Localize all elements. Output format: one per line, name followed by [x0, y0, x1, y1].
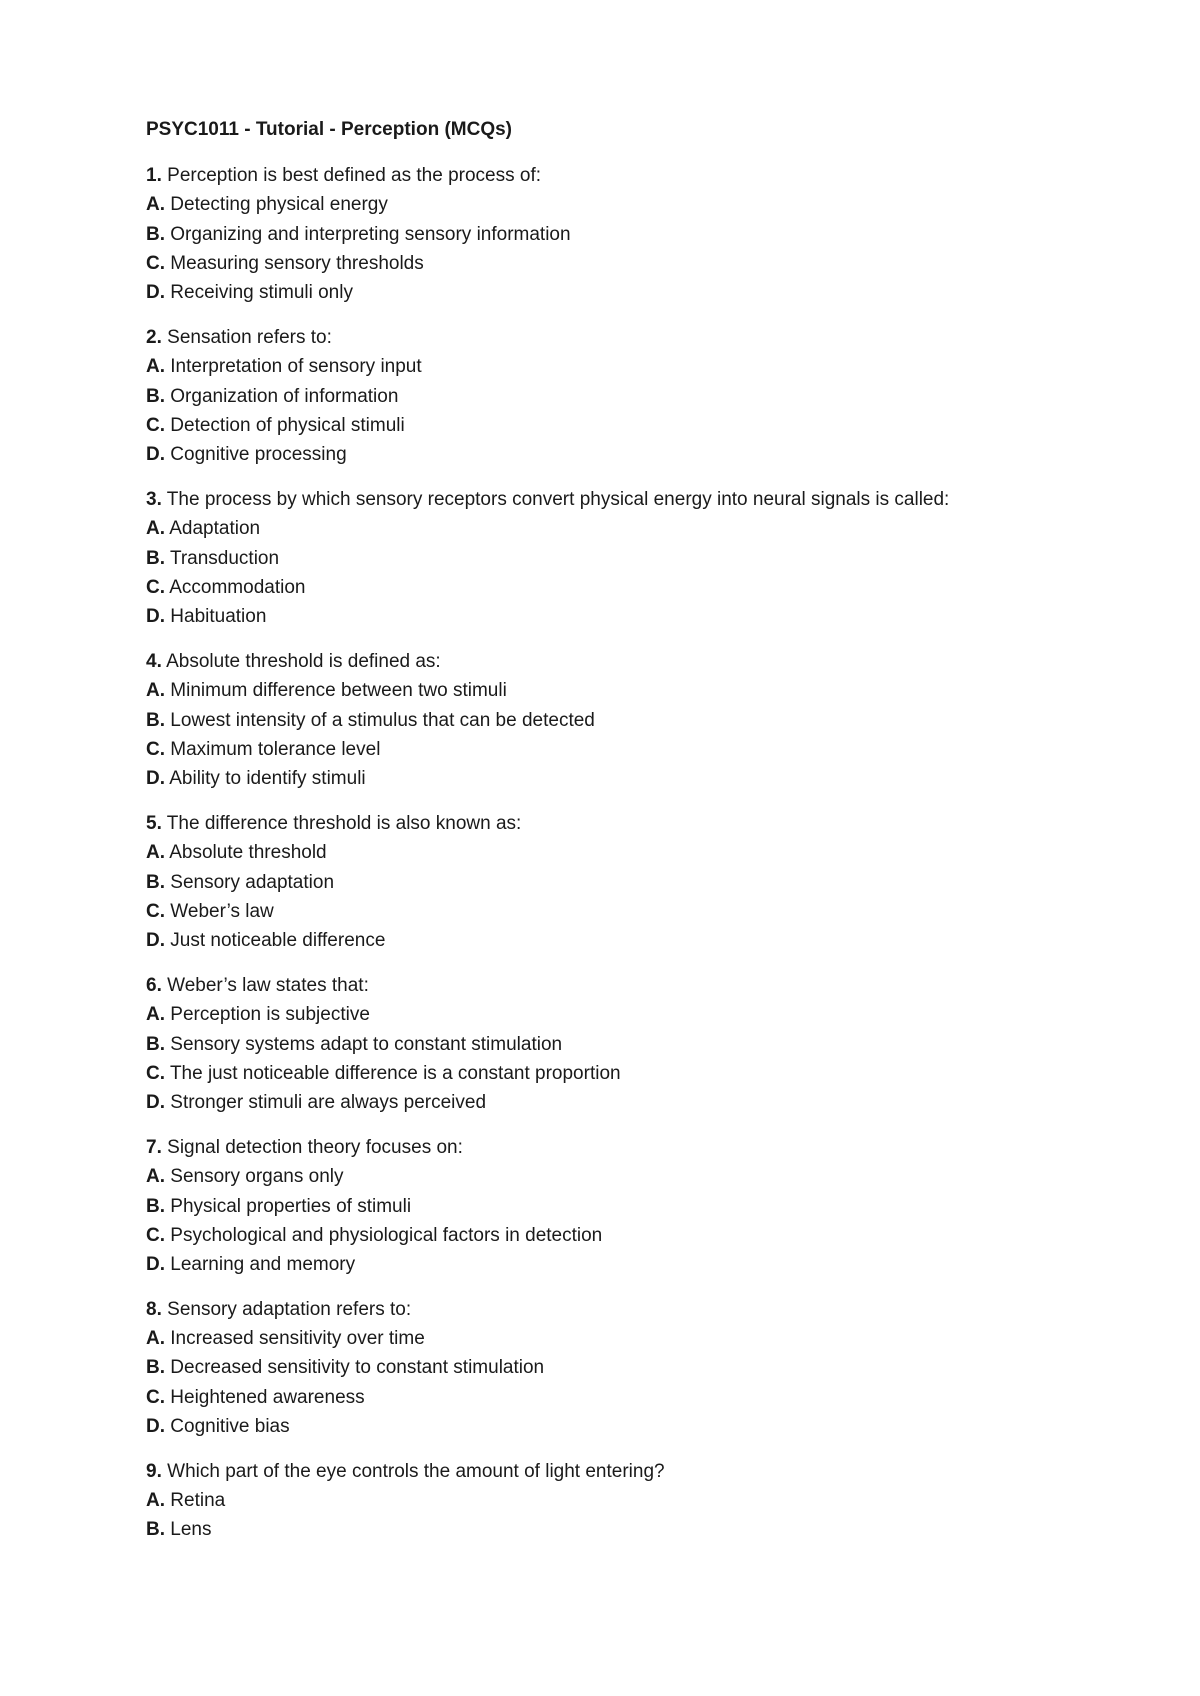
answer-option	[146, 382, 1106, 411]
question-stem	[146, 1133, 1106, 1162]
question-stem	[146, 1457, 1106, 1486]
option-text: Cognitive processing	[170, 444, 347, 466]
answer-option	[146, 838, 1106, 867]
question-stem	[146, 161, 1106, 190]
question-number: 5.	[146, 812, 162, 834]
option-text: Detecting physical energy	[170, 194, 388, 216]
option-letter: B.	[146, 547, 165, 569]
question-text: Sensation refers to:	[167, 326, 332, 348]
question-text: Weber’s law states that:	[167, 974, 369, 996]
question-stem	[146, 485, 1106, 514]
option-text: Sensory systems adapt to constant stimulation	[170, 1033, 563, 1055]
question-text: Which part of the eye controls the amount of light entering?	[167, 1460, 665, 1482]
option-text: Weber’s law	[170, 900, 274, 922]
answer-option	[146, 764, 1106, 793]
option-letter: D.	[146, 606, 165, 628]
option-letter: B.	[146, 1195, 165, 1217]
option-text: Transduction	[169, 547, 280, 569]
question-block	[146, 485, 1106, 631]
option-letter: A.	[146, 1328, 165, 1350]
answer-option	[146, 1353, 1106, 1382]
option-letter: C.	[146, 252, 165, 274]
option-text: Adaptation	[169, 518, 261, 540]
question-stem	[146, 1295, 1106, 1324]
answer-option	[146, 1000, 1106, 1029]
question-block	[146, 1295, 1106, 1441]
option-text: Lens	[170, 1519, 212, 1541]
question-stem	[146, 809, 1106, 838]
question-text: Sensory adaptation refers to:	[167, 1298, 412, 1320]
option-text: Heightened awareness	[170, 1386, 365, 1408]
option-letter: C.	[146, 900, 165, 922]
option-letter: C.	[146, 576, 165, 598]
question-number: 4.	[146, 650, 162, 672]
option-text: Physical properties of stimuli	[170, 1195, 412, 1217]
option-letter: A.	[146, 1490, 165, 1512]
option-text: Learning and memory	[170, 1254, 356, 1276]
answer-option	[146, 868, 1106, 897]
answer-option	[146, 1412, 1106, 1441]
question-block	[146, 647, 1106, 793]
answer-option	[146, 278, 1106, 307]
option-text: Ability to identify stimuli	[169, 768, 366, 790]
answer-option	[146, 1515, 1106, 1544]
question-block	[146, 1457, 1106, 1545]
answer-option	[146, 544, 1106, 573]
question-number: 8.	[146, 1298, 162, 1320]
option-letter: C.	[146, 1062, 165, 1084]
option-letter: A.	[146, 194, 165, 216]
answer-option	[146, 411, 1106, 440]
option-letter: A.	[146, 356, 165, 378]
option-letter: B.	[146, 385, 165, 407]
question-text: The difference threshold is also known as:	[166, 812, 522, 834]
answer-option	[146, 1250, 1106, 1279]
option-text: Lowest intensity of a stimulus that can be detected	[170, 709, 595, 731]
question-block	[146, 809, 1106, 955]
option-text: Just noticeable difference	[170, 930, 386, 952]
option-text: Measuring sensory thresholds	[170, 252, 424, 274]
option-letter: B.	[146, 223, 165, 245]
question-block	[146, 971, 1106, 1117]
answer-option	[146, 190, 1106, 219]
question-list	[146, 161, 1106, 1545]
option-text: Cognitive bias	[170, 1416, 290, 1438]
option-text: Minimum difference between two stimuli	[170, 680, 507, 702]
option-letter: B.	[146, 1033, 165, 1055]
answer-option	[146, 514, 1106, 543]
option-text: Retina	[170, 1490, 226, 1512]
option-letter: D.	[146, 282, 165, 304]
option-text: Detection of physical stimuli	[170, 414, 405, 436]
answer-option	[146, 676, 1106, 705]
question-block	[146, 1133, 1106, 1279]
answer-option	[146, 1088, 1106, 1117]
option-letter: C.	[146, 414, 165, 436]
answer-option	[146, 220, 1106, 249]
option-text: Increased sensitivity over time	[170, 1328, 425, 1350]
answer-option	[146, 1486, 1106, 1515]
option-letter: A.	[146, 518, 165, 540]
option-text: Sensory organs only	[170, 1166, 344, 1188]
option-text: Organization of information	[170, 385, 399, 407]
question-stem	[146, 971, 1106, 1000]
option-text: Perception is subjective	[170, 1004, 370, 1026]
option-text: Maximum tolerance level	[170, 738, 381, 760]
option-text: Stronger stimuli are always perceived	[170, 1092, 487, 1114]
question-text: The process by which sensory receptors convert physical energy into neural signals is called:	[166, 488, 950, 510]
option-letter: C.	[146, 738, 165, 760]
answer-option	[146, 1192, 1106, 1221]
answer-option	[146, 1383, 1106, 1412]
answer-option	[146, 1324, 1106, 1353]
option-text: Sensory adaptation	[170, 871, 335, 893]
answer-option	[146, 897, 1106, 926]
question-stem	[146, 323, 1106, 352]
option-text: Psychological and physiological factors in detection	[170, 1224, 603, 1246]
answer-option	[146, 1221, 1106, 1250]
document-content	[146, 116, 1106, 1560]
option-letter: A.	[146, 1004, 165, 1026]
option-letter: B.	[146, 871, 165, 893]
option-text: Receiving stimuli only	[170, 282, 353, 304]
option-letter: B.	[146, 709, 165, 731]
question-text: Signal detection theory focuses on:	[167, 1136, 463, 1158]
option-letter: C.	[146, 1386, 165, 1408]
option-text: Absolute threshold	[169, 842, 327, 864]
document-title: PSYC1011 - Tutorial - Perception (MCQs)	[146, 119, 513, 140]
answer-option	[146, 1162, 1106, 1191]
answer-option	[146, 1059, 1106, 1088]
question-text: Absolute threshold is defined as:	[166, 650, 441, 672]
option-text: Decreased sensitivity to constant stimulation	[170, 1357, 545, 1379]
option-letter: C.	[146, 1224, 165, 1246]
question-number: 7.	[146, 1136, 162, 1158]
question-block	[146, 161, 1106, 307]
option-letter: D.	[146, 1092, 165, 1114]
question-number: 2.	[146, 326, 162, 348]
question-block	[146, 323, 1106, 469]
answer-option	[146, 735, 1106, 764]
option-letter: D.	[146, 768, 165, 790]
answer-option	[146, 249, 1106, 278]
option-letter: D.	[146, 1416, 165, 1438]
answer-option	[146, 352, 1106, 381]
answer-option	[146, 926, 1106, 955]
option-letter: B.	[146, 1357, 165, 1379]
option-text: Accommodation	[169, 576, 306, 598]
option-letter: A.	[146, 1166, 165, 1188]
question-stem	[146, 647, 1106, 676]
option-text: Habituation	[170, 606, 267, 628]
answer-option	[146, 440, 1106, 469]
option-letter: D.	[146, 930, 165, 952]
option-letter: D.	[146, 444, 165, 466]
option-letter: A.	[146, 842, 165, 864]
option-text: Interpretation of sensory input	[170, 356, 422, 378]
answer-option	[146, 602, 1106, 631]
answer-option	[146, 573, 1106, 602]
option-letter: D.	[146, 1254, 165, 1276]
question-number: 9.	[146, 1460, 162, 1482]
option-text: Organizing and interpreting sensory information	[170, 223, 571, 245]
option-text: The just noticeable difference is a constant proportion	[169, 1062, 621, 1084]
answer-option	[146, 1030, 1106, 1059]
option-letter: B.	[146, 1519, 165, 1541]
question-number: 1.	[146, 165, 162, 186]
question-number: 6.	[146, 974, 162, 996]
question-text: Perception is best defined as the process of:	[167, 165, 542, 186]
option-letter: A.	[146, 680, 165, 702]
question-number: 3.	[146, 488, 162, 510]
answer-option	[146, 706, 1106, 735]
